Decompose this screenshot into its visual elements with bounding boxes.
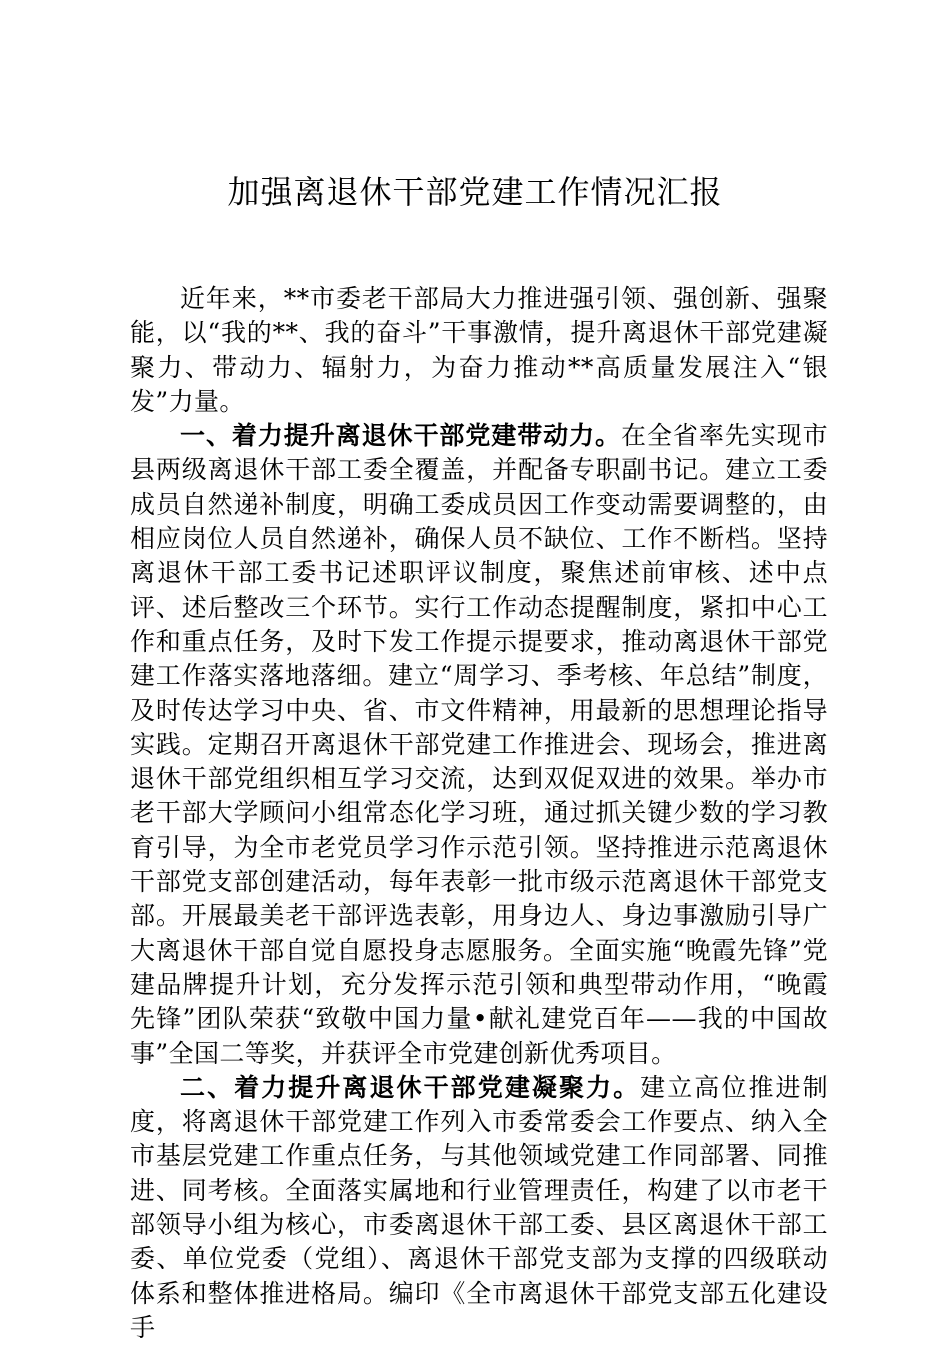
section-2-body: 建立高位推进制度，将离退休干部党建工作列入市委常委会工作要点、纳入全市基层党建工作重点任务，与其他领域党建工作同部署、同推进、同考核。全面落实属地和行业管理责任，构建了以市老干部领导小组为核心，市委离退休干部工委、县区离退休干部工委、单位党委（党组）、离退休干部党支部为支撑的四级联动体系和整体推进格局。编印《全市离退休干部党支部五化建设手 (130, 1072, 828, 1342)
document-body (130, 282, 828, 1345)
section-1-body: 在全省率先实现市县两级离退休干部工委全覆盖，并配备专职副书记。建立工委成员自然递补制度，明确工委成员因工作变动需要调整的，由相应岗位人员自然递补，确保人员不缺位、工作不断档。坚持离退休干部工委书记述职评议制度，聚焦述前审核、述中点评、述后整改三个环节。实行工作动态提醒制度，紧扣中心工作和重点任务，及时下发工作提示提要求，推动离退休干部党建工作落实落地落细。建立“周学习、季考核、年总结”制度，及时传达学习中央、省、市文件精神，用最新的思想理论指导实践。定期召开离退休干部党建工作推进会、现场会，推进离退休干部党组织相互学习交流，达到双促双进的效果。举办市老干部大学顾问小组常态化学习班，通过抓关键少数的学习教育引导，为全市老党员学习作示范引领。坚持推进示范离退休干部党支部创建活动，每年表彰一批市级示范离退休干部党支部。开展最美老干部评选表彰，用身边人、身边事激励引导广大离退休干部自觉自愿投身志愿服务。全面实施“晚霞先锋”党建品牌提升计划，充分发挥示范引领和典型带动作用，“晚霞先锋”团队荣获“致敬中国力量•献礼建党百年——我的中国故事”全国二等奖，并获评全市党建创新优秀项目。 (130, 421, 828, 1068)
document-title: 加强离退休干部党建工作情况汇报 (227, 173, 723, 211)
section-1-heading: 一、着力提升离退休干部党建带动力。 (180, 421, 621, 451)
section-2-heading: 二、着力提升离退休干部党建凝聚力。 (180, 1072, 641, 1102)
intro-paragraph: 近年来，**市委老干部局大力推进强引领、强创新、强聚能，以“我的**、我的奋斗”干事激情，提升离退休干部党建凝聚力、带动力、辐射力，为奋力推动**高质量发展注入“银发”力量。 (130, 284, 828, 416)
section-2-paragraph (130, 1071, 828, 1345)
section-1-paragraph (130, 419, 828, 1071)
